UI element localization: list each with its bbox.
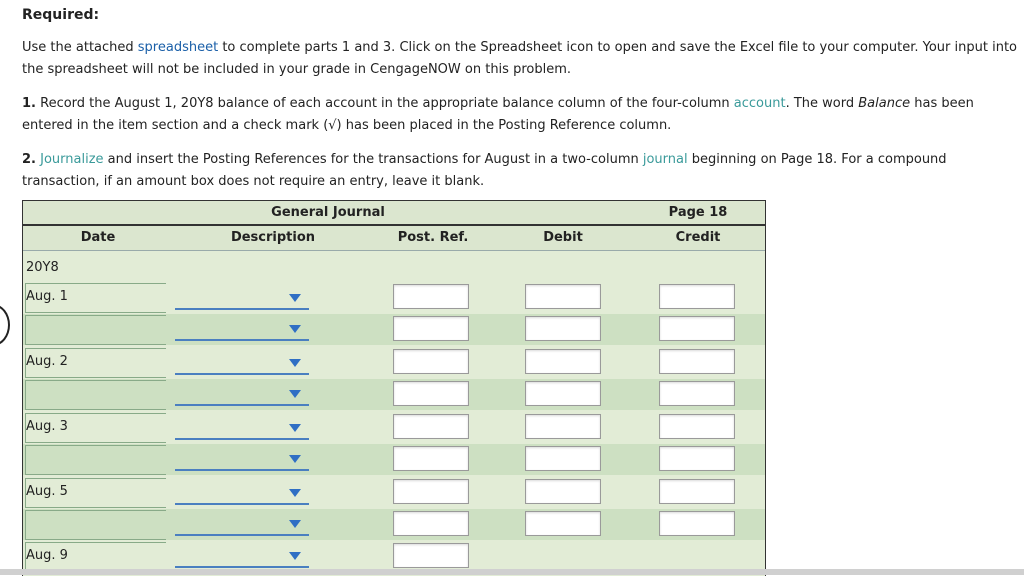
- dropdown-arrow-icon: [289, 424, 301, 432]
- debit-input[interactable]: [525, 349, 601, 374]
- horizontal-scrollbar[interactable]: [0, 569, 1024, 575]
- table-row: [23, 280, 765, 314]
- column-header-row: [23, 226, 765, 251]
- debit-input[interactable]: [525, 284, 601, 309]
- page-number: Page 18: [668, 205, 728, 220]
- description-dropdown[interactable]: [175, 514, 309, 536]
- instruction-text: to complete parts 1 and 3. Click on the Spreadsheet icon to open and save the Excel file to your computer. Your input into the spreadsheet will not be included in your grade in CengageNOW on this problem.: [22, 40, 1018, 77]
- date-cell: [25, 380, 166, 410]
- debit-header: Debit: [543, 230, 583, 245]
- dropdown-arrow-icon: [289, 294, 301, 302]
- account-link[interactable]: account: [733, 96, 786, 111]
- description-dropdown[interactable]: [175, 546, 309, 568]
- journal-link[interactable]: journal: [642, 152, 688, 167]
- year-label: 20Y8: [26, 260, 59, 275]
- table-row: [23, 410, 765, 444]
- year-row: [23, 252, 765, 280]
- credit-input[interactable]: [659, 414, 735, 439]
- journal-title-row: [23, 201, 765, 226]
- credit-input[interactable]: [659, 446, 735, 471]
- circle-control[interactable]: [0, 304, 10, 346]
- dropdown-arrow-icon: [289, 520, 301, 528]
- date-label: Aug. 5: [26, 484, 68, 499]
- description-dropdown[interactable]: [175, 418, 309, 440]
- date-header: Date: [80, 230, 116, 245]
- debit-input[interactable]: [525, 381, 601, 406]
- table-row: [23, 475, 765, 509]
- part-number: 1.: [22, 96, 36, 111]
- date-label: Aug. 3: [26, 419, 68, 434]
- debit-input[interactable]: [525, 446, 601, 471]
- date-label: Aug. 1: [26, 289, 68, 304]
- dropdown-arrow-icon: [289, 455, 301, 463]
- description-dropdown[interactable]: [175, 449, 309, 471]
- required-heading: Required:: [22, 7, 100, 23]
- credit-input[interactable]: [659, 479, 735, 504]
- post-ref-input[interactable]: [393, 543, 469, 568]
- part2-paragraph: [22, 149, 1022, 193]
- credit-input[interactable]: [659, 349, 735, 374]
- general-journal-table: [22, 200, 766, 576]
- debit-input[interactable]: [525, 316, 601, 341]
- dropdown-arrow-icon: [289, 390, 301, 398]
- debit-input[interactable]: [525, 479, 601, 504]
- part1-text: . The word: [785, 96, 859, 111]
- description-dropdown[interactable]: [175, 319, 309, 341]
- post-ref-input[interactable]: [393, 414, 469, 439]
- description-header: Description: [230, 230, 316, 245]
- part2-text: beginning on Page 18. For a compound transaction, if an amount box does not require an entry, leave it blank.: [22, 152, 947, 189]
- post-ref-input[interactable]: [393, 381, 469, 406]
- debit-input[interactable]: [525, 511, 601, 536]
- post-ref-input[interactable]: [393, 284, 469, 309]
- post-ref-input[interactable]: [393, 349, 469, 374]
- dropdown-arrow-icon: [289, 552, 301, 560]
- description-dropdown[interactable]: [175, 483, 309, 505]
- date-cell: [25, 315, 166, 345]
- instructions-paragraph: [22, 37, 1022, 81]
- dropdown-arrow-icon: [289, 325, 301, 333]
- part1-paragraph: [22, 93, 1022, 137]
- post-ref-input[interactable]: [393, 446, 469, 471]
- credit-input[interactable]: [659, 381, 735, 406]
- table-row: [23, 444, 765, 475]
- description-dropdown[interactable]: [175, 288, 309, 310]
- debit-input[interactable]: [525, 414, 601, 439]
- credit-header: Credit: [675, 230, 721, 245]
- journal-title: General Journal: [271, 205, 385, 220]
- part1-text: Record the August 1, 20Y8 balance of each account in the appropriate balance column of the four-column: [35, 96, 734, 111]
- journalize-link[interactable]: Journalize: [40, 152, 104, 167]
- table-row: [23, 509, 765, 540]
- description-dropdown[interactable]: [175, 353, 309, 375]
- part2-text: and insert the Posting References for the transactions for August in a two-column: [103, 152, 643, 167]
- credit-input[interactable]: [659, 511, 735, 536]
- post-ref-input[interactable]: [393, 511, 469, 536]
- part-number: 2.: [22, 152, 36, 167]
- dropdown-arrow-icon: [289, 359, 301, 367]
- instruction-text: Use the attached: [22, 40, 138, 55]
- table-row: [23, 314, 765, 345]
- credit-input[interactable]: [659, 284, 735, 309]
- balance-word: Balance: [858, 96, 911, 111]
- post-ref-input[interactable]: [393, 316, 469, 341]
- part1-text: has been entered in the item section and a check mark (√) has been placed in the Posting Reference column.: [22, 96, 974, 133]
- date-label: Aug. 9: [26, 548, 68, 563]
- date-label: Aug. 2: [26, 354, 68, 369]
- date-cell: [25, 445, 166, 475]
- table-row: [23, 379, 765, 410]
- dropdown-arrow-icon: [289, 489, 301, 497]
- post-ref-input[interactable]: [393, 479, 469, 504]
- date-cell: [25, 510, 166, 540]
- post-ref-header: Post. Ref.: [397, 230, 469, 245]
- table-row: [23, 345, 765, 379]
- credit-input[interactable]: [659, 316, 735, 341]
- spreadsheet-link[interactable]: spreadsheet: [137, 40, 219, 55]
- description-dropdown[interactable]: [175, 384, 309, 406]
